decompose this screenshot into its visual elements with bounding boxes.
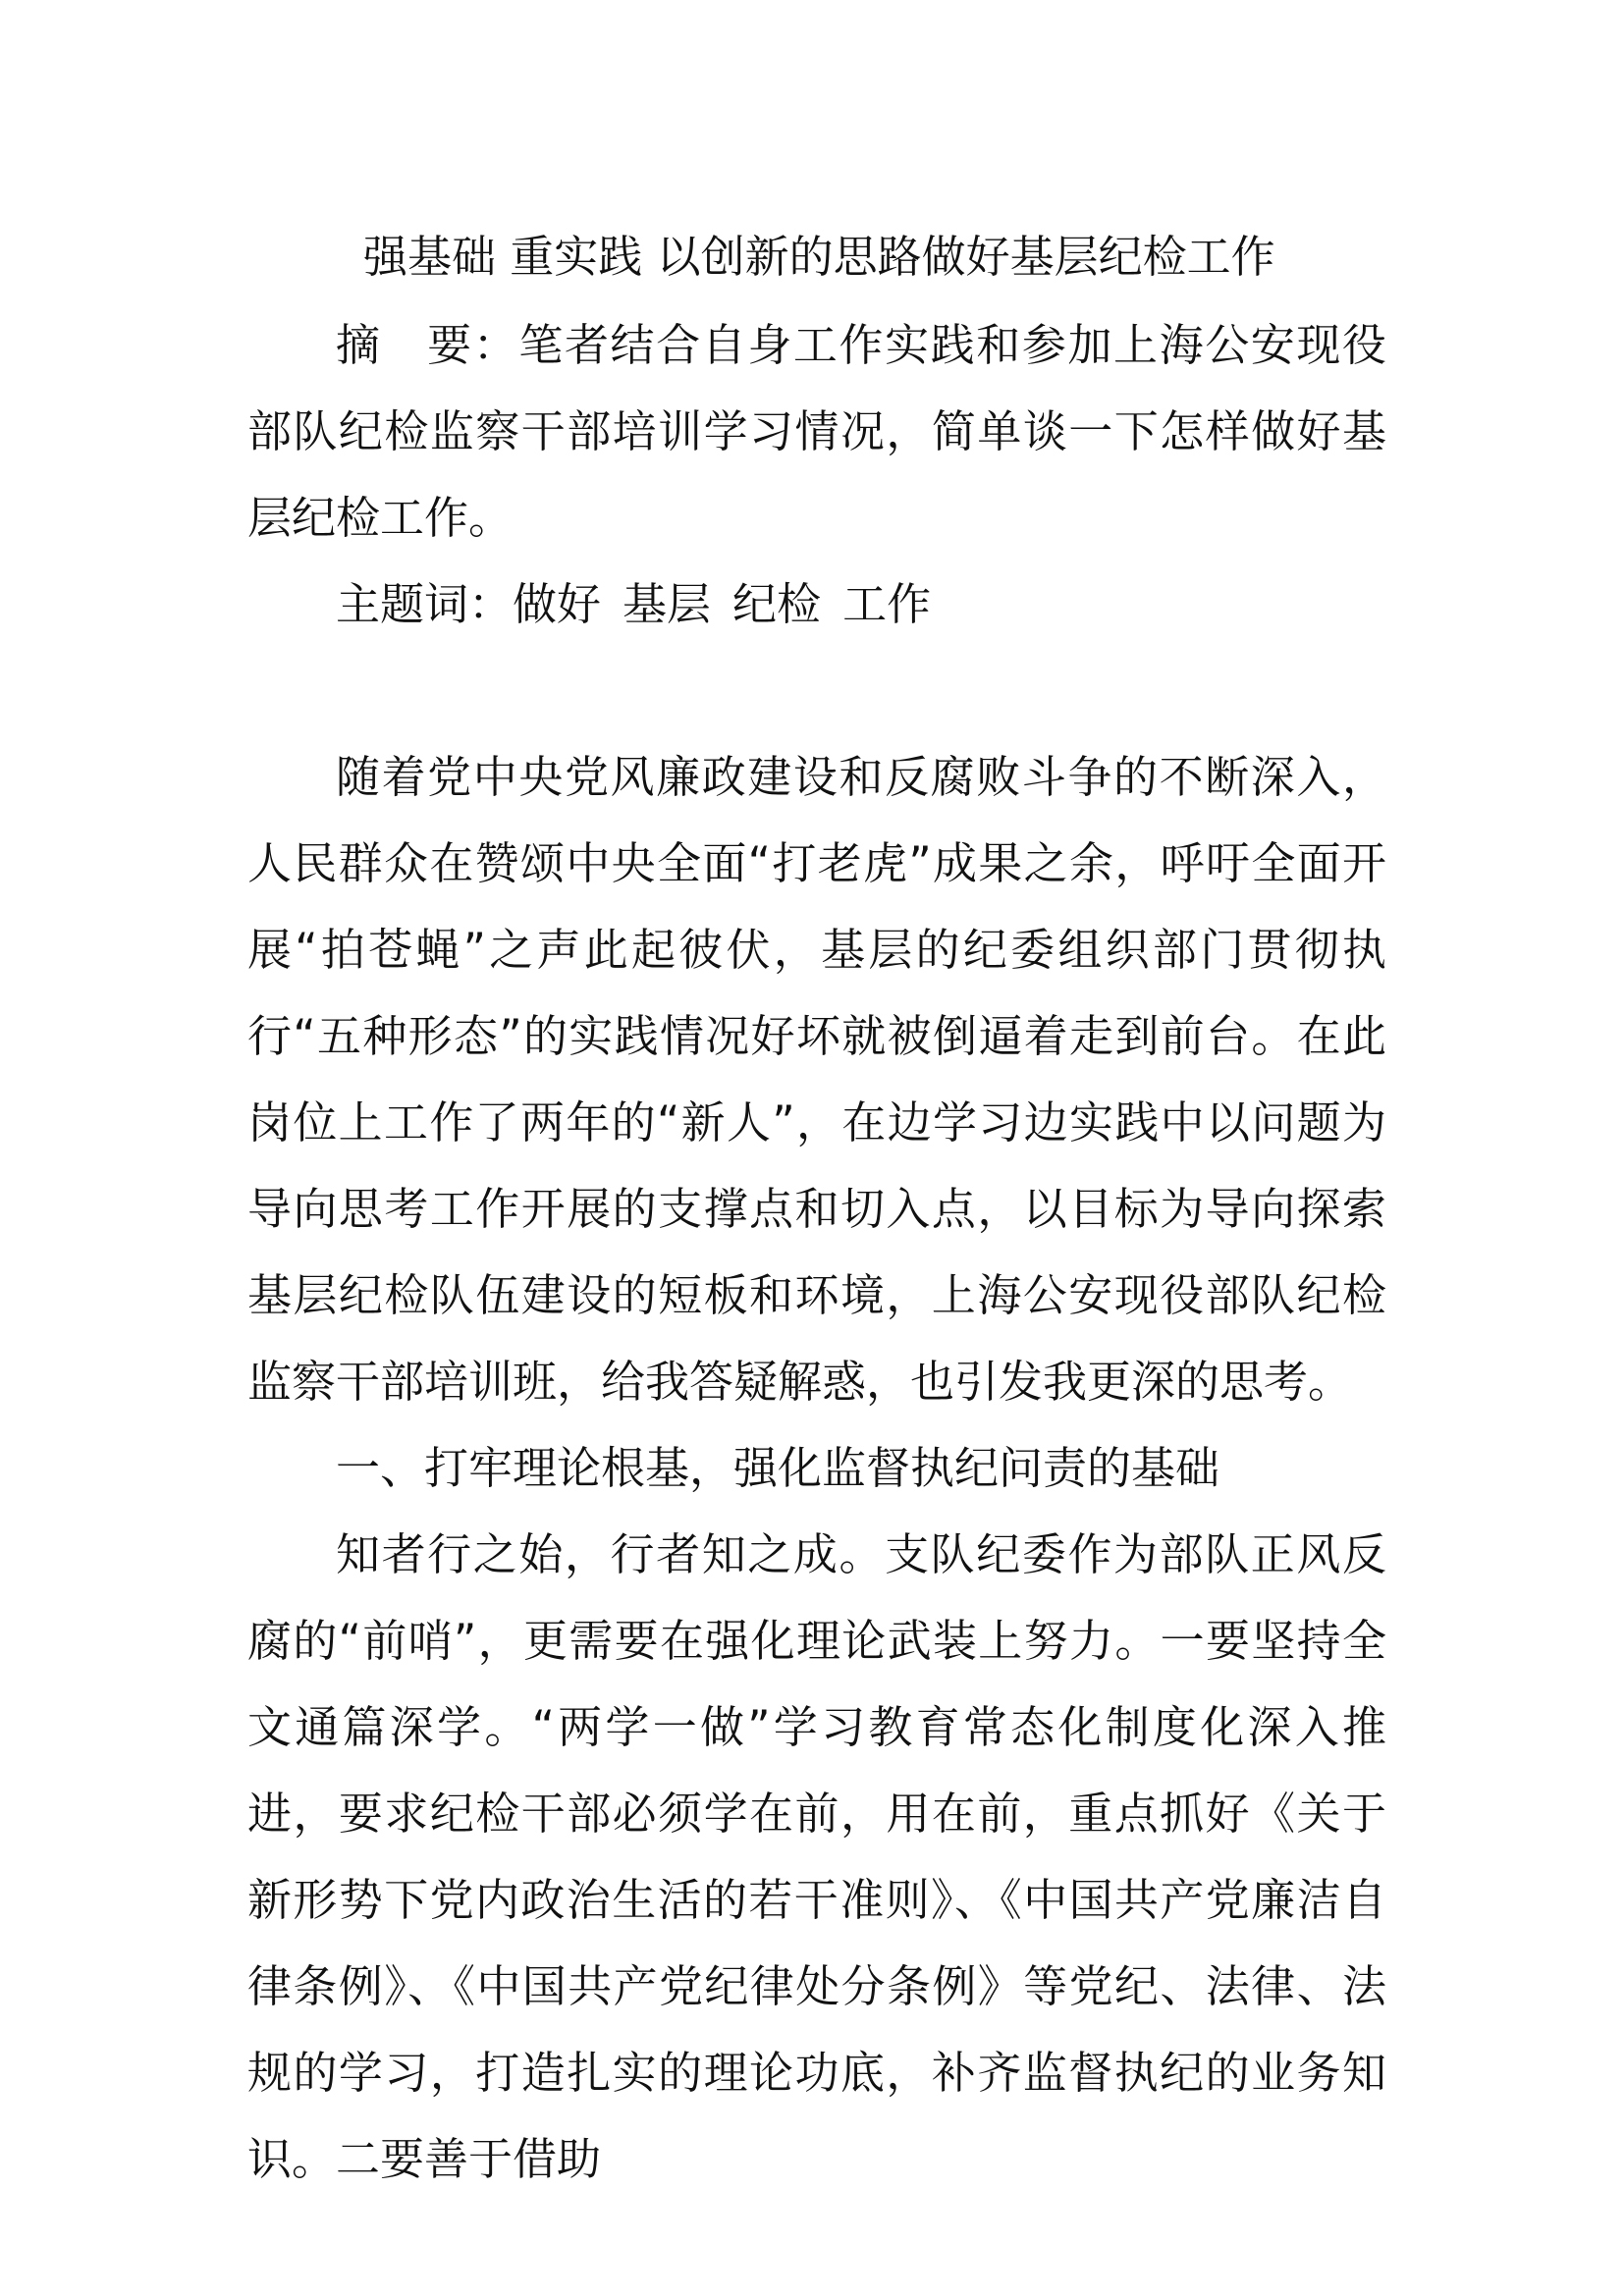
blank-line — [247, 648, 1386, 734]
keyword-item: 做好 — [513, 578, 602, 630]
section-heading: 一、打牢理论根基，强化监督执纪问责的基础 — [336, 1442, 1220, 1494]
document-title: 强基础 重实践 以创新的思路做好基层纪检工作 — [363, 231, 1275, 283]
keywords-label: 主题词： — [336, 578, 514, 630]
keyword-item: 基层 — [623, 578, 712, 630]
section-paragraph: 知者行之始，行者知之成。支队纪委作为部队正风反腐的“前哨”，更需要在强化理论武装上努力。一要坚持全文通篇深学。“两学一做”学习教育常态化制度化深入推进，要求纪检干部必须学在前，用在前，重点抓好《关于新形势下党内政治生活的若干准则》、《中国共产党廉洁自律条例》、《中国共产党纪律处分条例》等党纪、法律、法规的学习，打造扎实的理论功底，补齐监督执纪的业务知识。二要善于借助 — [247, 1528, 1386, 2185]
keyword-item: 工作 — [842, 578, 932, 630]
document-page — [247, 218, 1386, 2203]
keyword-item: 纪检 — [732, 578, 822, 630]
keywords-line — [247, 561, 1386, 648]
abstract-paragraph — [247, 302, 1386, 561]
abstract-label — [336, 319, 518, 371]
abstract-label-first: 摘 — [336, 319, 382, 371]
intro-paragraph: 随着党中央党风廉政建设和反腐败斗争的不断深入，人民群众在赞颂中央全面“打老虎”成果之余，呼吁全面开展“拍苍蝇”之声此起彼伏，基层的纪委组织部门贯彻执行“五种形态”的实践情况好坏就被倒逼着走到前台。在此岗位上工作了两年的“新人”，在边学习边实践中以问题为导向思考工作开展的支撑点和切入点，以目标为导向探索基层纪检队伍建设的短板和环境，上海公安现役部队纪检监察干部培训班，给我答疑解惑，也引发我更深的思考。 — [247, 751, 1386, 1408]
abstract-text: 笔者结合自身工作实践和参加上海公安现役部队纪检监察干部培训学习情况，简单谈一下怎样做好基层纪检工作。 — [247, 319, 1386, 544]
abstract-label-second: 要： — [425, 319, 519, 371]
